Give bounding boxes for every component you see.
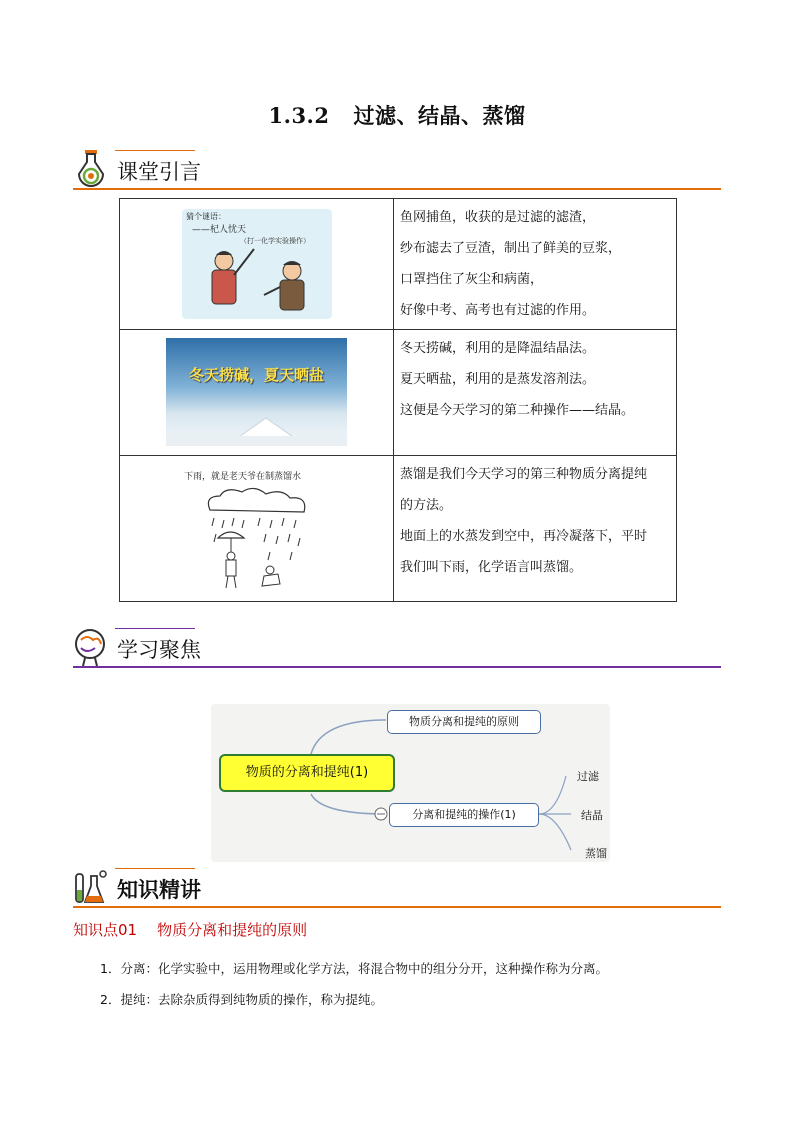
table-row: [120, 456, 677, 602]
mindmap: [211, 704, 610, 862]
mindmap-leaf: 过滤: [577, 770, 599, 783]
text-line: 地面上的水蒸发到空中，再冷凝落下，平时: [400, 529, 648, 544]
riddle-caption-mid: ——杞人忧天: [192, 225, 247, 235]
section-header-knowledge: [73, 864, 721, 908]
text-line: 我们叫下雨，化学语言叫蒸馏。: [400, 560, 583, 575]
text-line: 好像中考、高考也有过滤的作用。: [400, 303, 596, 318]
brain-icon: [73, 626, 109, 666]
definition-purification: 2．提纯：去除杂质得到纯物质的操作，称为提纯。: [100, 992, 383, 1007]
mindmap-branch-operation: 分离和提纯的操作(1): [389, 803, 539, 827]
text-line: 的方法。: [400, 498, 453, 513]
table-row: [120, 199, 677, 330]
rain-cloud-illustration-icon: [200, 486, 320, 594]
table-row: [120, 330, 677, 456]
text-line: 夏天晒盐，利用的是蒸发溶剂法。: [400, 372, 596, 387]
mindmap-leaf: 结晶: [581, 809, 603, 822]
flask-icon: [73, 148, 109, 188]
people-illustration-icon: [182, 247, 332, 319]
salt-field-photo: [166, 338, 347, 446]
lab-equipment-icon: [73, 866, 109, 906]
riddle-caption-top: 猜个谜语：: [186, 212, 226, 221]
title-number: 1.3.2: [268, 103, 330, 128]
text-line: 蒸馏是我们今天学习的第三种物质分离提纯: [400, 467, 648, 482]
mindmap-branch-principle: 物质分离和提纯的原则: [387, 710, 541, 734]
knowledge-point-label: 知识点01: [73, 921, 138, 939]
knowledge-point-heading: [73, 919, 307, 940]
mindmap-root-node: 物质的分离和提纯(1): [219, 754, 395, 792]
text-line: 纱布滤去了豆渣，制出了鲜美的豆浆，: [400, 241, 622, 256]
salt-caption: 冬天捞碱，夏天晒盐: [188, 366, 324, 384]
text-line: 这便是今天学习的第二种操作——结晶。: [400, 403, 635, 418]
riddle-text-cell: [394, 199, 677, 330]
text-line: 冬天捞碱，利用的是降温结晶法。: [400, 341, 596, 356]
mindmap-leaf: 蒸馏: [585, 847, 607, 860]
text-line: 口罩挡住了灰尘和病菌，: [400, 272, 544, 287]
text-line: 鱼网捕鱼，收获的是过滤的滤渣，: [400, 210, 596, 225]
section-header-focus: [73, 624, 721, 668]
definition-separation: 1．分离：化学实验中，运用物理或化学方法，将混合物中的组分分开，这种操作称为分离。: [100, 961, 608, 976]
rain-caption: 下雨，就是老天爷在制蒸馏水: [184, 472, 302, 482]
document-title: [0, 100, 794, 130]
knowledge-point-title: 物质分离和提纯的原则: [157, 921, 308, 939]
intro-table: [119, 198, 677, 602]
section-title-focus: 学习聚焦: [117, 638, 201, 662]
title-text: 过滤、结晶、蒸馏: [353, 103, 526, 128]
distill-text-cell: [394, 456, 677, 602]
riddle-caption-note: （打一化学实验操作）: [240, 237, 310, 245]
section-title-intro: 课堂引言: [117, 160, 201, 184]
rain-image-cell: [120, 456, 394, 602]
crystal-text-cell: [394, 330, 677, 456]
salt-image-cell: [120, 330, 394, 456]
section-title-knowledge: 知识精讲: [117, 878, 201, 902]
riddle-illustration: [182, 209, 332, 319]
riddle-image-cell: [120, 199, 394, 330]
section-header-intro: [73, 146, 721, 190]
